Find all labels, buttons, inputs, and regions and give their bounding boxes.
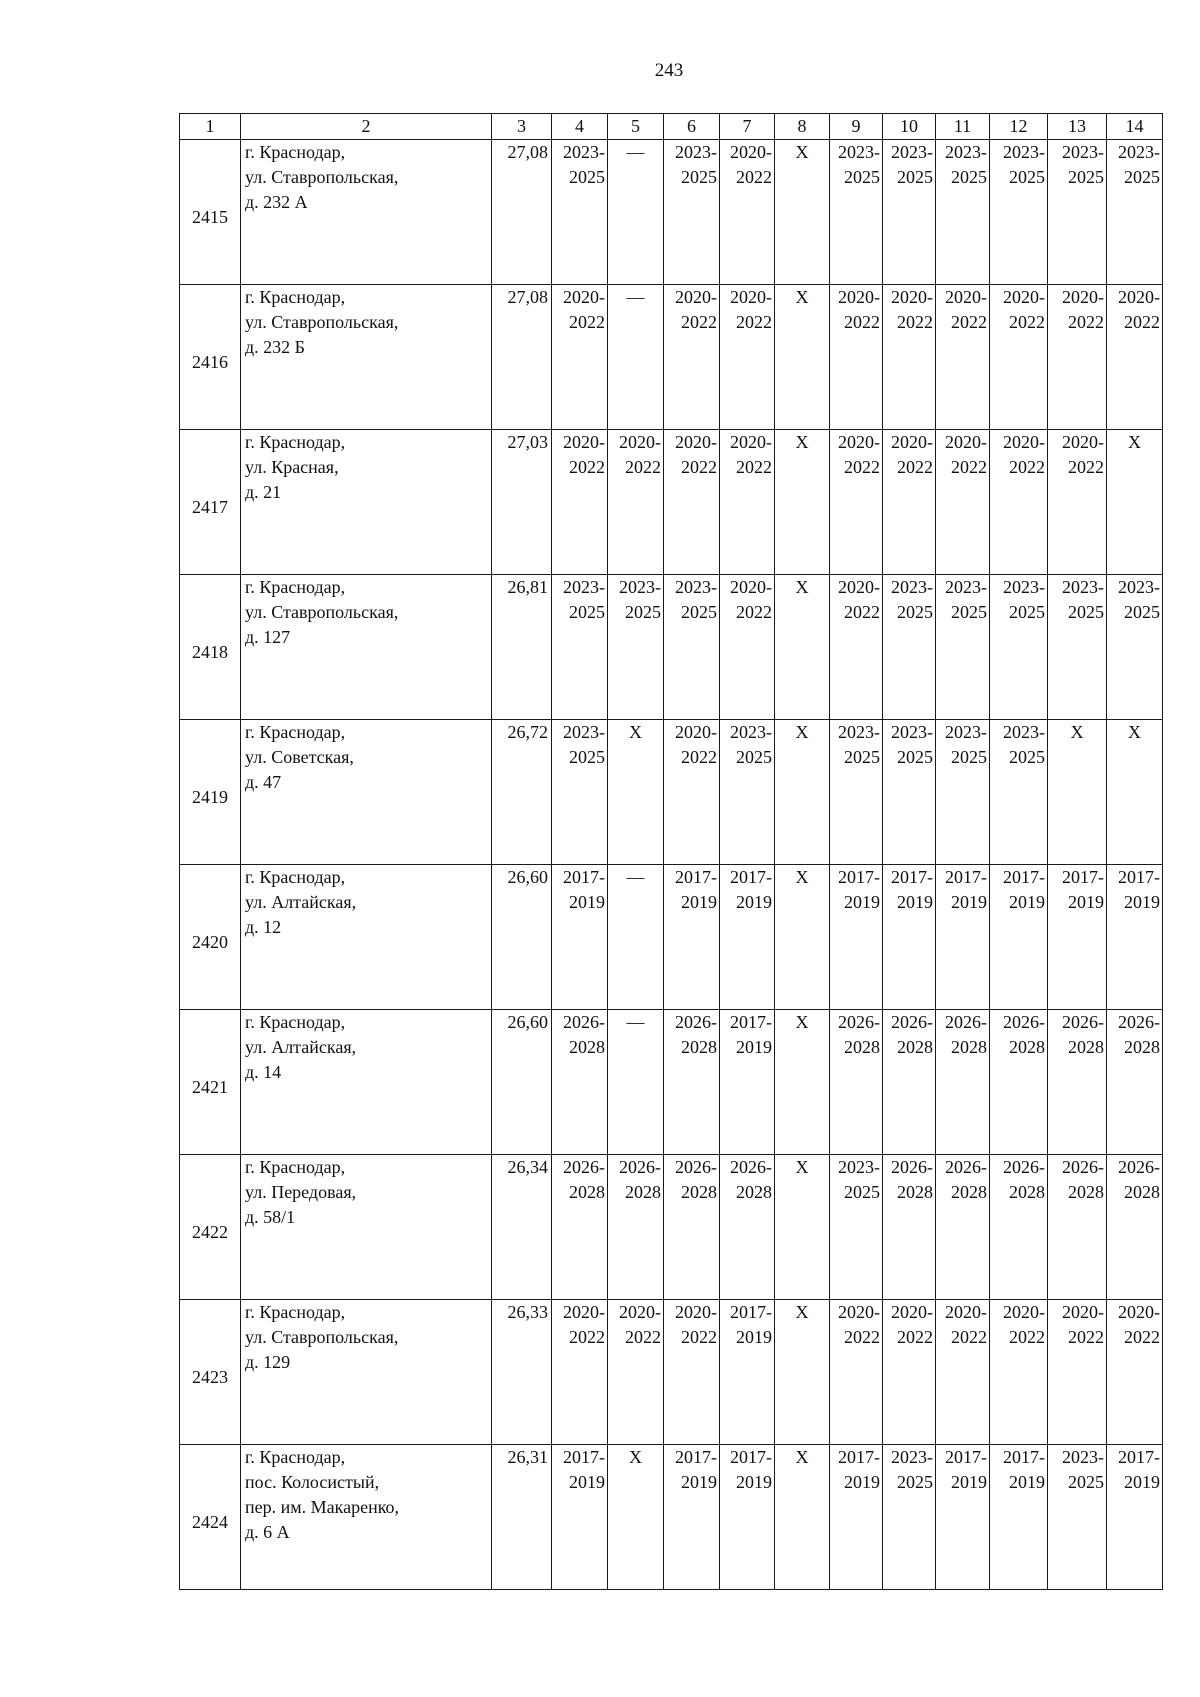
column-header: 7 <box>720 114 775 140</box>
period-cell: 2023- 2025 <box>883 140 936 285</box>
area-value: 26,81 <box>492 575 552 720</box>
area-value: 26,31 <box>492 1445 552 1590</box>
period-cell: 2020- 2022 <box>664 430 720 575</box>
period-cell: X <box>775 1010 830 1155</box>
period-cell: 2020- 2022 <box>552 1300 608 1445</box>
period-cell: 2020- 2022 <box>1048 285 1107 430</box>
table-row <box>180 575 1163 720</box>
period-cell: X <box>608 1445 664 1590</box>
row-number: 2424 <box>180 1445 241 1590</box>
period-cell: X <box>775 720 830 865</box>
period-cell: 2020- 2022 <box>720 140 775 285</box>
period-cell: X <box>1107 720 1163 865</box>
table-row <box>180 720 1163 865</box>
column-header: 3 <box>492 114 552 140</box>
period-cell: 2023- 2025 <box>1048 140 1107 285</box>
period-cell: 2020- 2022 <box>936 285 990 430</box>
period-cell: 2023- 2025 <box>830 140 883 285</box>
area-value: 27,08 <box>492 140 552 285</box>
period-cell: 2020- 2022 <box>664 285 720 430</box>
period-cell: 2020- 2022 <box>552 430 608 575</box>
period-cell: X <box>775 430 830 575</box>
period-cell: 2020- 2022 <box>830 575 883 720</box>
address-cell: г. Краснодар, ул. Передовая, д. 58/1 <box>241 1155 492 1300</box>
period-cell: 2023- 2025 <box>608 575 664 720</box>
table-row <box>180 140 1163 285</box>
page-number: 243 <box>654 60 684 81</box>
period-cell: 2026- 2028 <box>720 1155 775 1300</box>
period-cell: 2017- 2019 <box>720 865 775 1010</box>
period-cell: X <box>775 285 830 430</box>
address-cell: г. Краснодар, ул. Ставропольская, д. 129 <box>241 1300 492 1445</box>
period-cell: 2023- 2025 <box>936 720 990 865</box>
address-cell: г. Краснодар, ул. Ставропольская, д. 232 Б <box>241 285 492 430</box>
period-cell: 2020- 2022 <box>1107 1300 1163 1445</box>
period-cell: X <box>775 140 830 285</box>
row-number: 2417 <box>180 430 241 575</box>
area-value: 26,60 <box>492 1010 552 1155</box>
period-cell: 2020- 2022 <box>720 430 775 575</box>
period-cell: 2017- 2019 <box>1107 1445 1163 1590</box>
period-cell: 2020- 2022 <box>552 285 608 430</box>
period-cell: 2017- 2019 <box>883 865 936 1010</box>
period-cell: 2020- 2022 <box>1107 285 1163 430</box>
period-cell: 2026- 2028 <box>990 1010 1048 1155</box>
period-cell: 2020- 2022 <box>990 285 1048 430</box>
period-cell: 2017- 2019 <box>720 1300 775 1445</box>
period-cell: 2026- 2028 <box>1107 1155 1163 1300</box>
period-cell: 2020- 2022 <box>883 285 936 430</box>
period-cell: 2020- 2022 <box>608 430 664 575</box>
table-row <box>180 865 1163 1010</box>
period-cell: 2026- 2028 <box>883 1010 936 1155</box>
address-cell: г. Краснодар, ул. Ставропольская, д. 232 А <box>241 140 492 285</box>
period-cell: X <box>775 865 830 1010</box>
area-value: 26,34 <box>492 1155 552 1300</box>
period-cell: 2026- 2028 <box>883 1155 936 1300</box>
period-cell: 2017- 2019 <box>830 865 883 1010</box>
table-row <box>180 1155 1163 1300</box>
period-cell: 2017- 2019 <box>552 865 608 1010</box>
period-cell: 2023- 2025 <box>830 1155 883 1300</box>
period-cell: 2023- 2025 <box>552 575 608 720</box>
address-cell: г. Краснодар, ул. Красная, д. 21 <box>241 430 492 575</box>
column-header: 13 <box>1048 114 1107 140</box>
row-number: 2420 <box>180 865 241 1010</box>
period-cell: 2023- 2025 <box>552 720 608 865</box>
period-cell: 2026- 2028 <box>664 1010 720 1155</box>
area-value: 26,72 <box>492 720 552 865</box>
period-cell: 2023- 2025 <box>720 720 775 865</box>
period-cell: 2026- 2028 <box>552 1010 608 1155</box>
column-header: 4 <box>552 114 608 140</box>
period-cell: 2020- 2022 <box>1048 430 1107 575</box>
row-number: 2419 <box>180 720 241 865</box>
period-cell: X <box>1107 430 1163 575</box>
row-number: 2423 <box>180 1300 241 1445</box>
period-cell: 2017- 2019 <box>1107 865 1163 1010</box>
period-cell: 2026- 2028 <box>664 1155 720 1300</box>
period-cell: 2026- 2028 <box>552 1155 608 1300</box>
period-cell: 2017- 2019 <box>720 1445 775 1590</box>
period-cell: 2023- 2025 <box>990 575 1048 720</box>
table-row <box>180 285 1163 430</box>
row-number: 2415 <box>180 140 241 285</box>
period-cell: X <box>608 720 664 865</box>
table-body <box>180 140 1163 1590</box>
period-cell: 2020- 2022 <box>883 1300 936 1445</box>
period-cell: 2020- 2022 <box>830 1300 883 1445</box>
period-cell: 2017- 2019 <box>990 1445 1048 1590</box>
period-cell: 2020- 2022 <box>664 720 720 865</box>
column-header: 11 <box>936 114 990 140</box>
period-cell: 2023- 2025 <box>883 1445 936 1590</box>
table-row <box>180 430 1163 575</box>
column-header: 1 <box>180 114 241 140</box>
table-row <box>180 1445 1163 1590</box>
period-cell: — <box>608 1010 664 1155</box>
period-cell: 2026- 2028 <box>608 1155 664 1300</box>
address-cell: г. Краснодар, ул. Алтайская, д. 12 <box>241 865 492 1010</box>
period-cell: 2023- 2025 <box>1107 140 1163 285</box>
period-cell: 2020- 2022 <box>936 1300 990 1445</box>
column-header: 5 <box>608 114 664 140</box>
period-cell: 2023- 2025 <box>883 720 936 865</box>
address-cell: г. Краснодар, ул. Советская, д. 47 <box>241 720 492 865</box>
column-header: 10 <box>883 114 936 140</box>
period-cell: 2026- 2028 <box>936 1010 990 1155</box>
period-cell: 2026- 2028 <box>990 1155 1048 1300</box>
period-cell: 2023- 2025 <box>990 140 1048 285</box>
period-cell: X <box>775 575 830 720</box>
address-cell: г. Краснодар, ул. Алтайская, д. 14 <box>241 1010 492 1155</box>
period-cell: 2023- 2025 <box>830 720 883 865</box>
column-header: 12 <box>990 114 1048 140</box>
period-cell: 2020- 2022 <box>608 1300 664 1445</box>
period-cell: 2017- 2019 <box>830 1445 883 1590</box>
table-row <box>180 1010 1163 1155</box>
column-header: 14 <box>1107 114 1163 140</box>
period-cell: 2023- 2025 <box>883 575 936 720</box>
period-cell: 2026- 2028 <box>936 1155 990 1300</box>
period-cell: 2020- 2022 <box>990 430 1048 575</box>
row-number: 2421 <box>180 1010 241 1155</box>
period-cell: 2017- 2019 <box>664 1445 720 1590</box>
period-cell: 2020- 2022 <box>883 430 936 575</box>
column-header-row <box>180 114 1163 140</box>
period-cell: 2020- 2022 <box>664 1300 720 1445</box>
row-number: 2422 <box>180 1155 241 1300</box>
period-cell: — <box>608 865 664 1010</box>
period-cell: X <box>775 1155 830 1300</box>
area-value: 26,33 <box>492 1300 552 1445</box>
period-cell: 2017- 2019 <box>936 865 990 1010</box>
column-header: 8 <box>775 114 830 140</box>
period-cell: — <box>608 140 664 285</box>
period-cell: 2020- 2022 <box>720 575 775 720</box>
period-cell: 2020- 2022 <box>830 285 883 430</box>
table-row <box>180 1300 1163 1445</box>
period-cell: 2020- 2022 <box>990 1300 1048 1445</box>
period-cell: 2017- 2019 <box>552 1445 608 1590</box>
period-cell: X <box>775 1445 830 1590</box>
period-cell: X <box>775 1300 830 1445</box>
period-cell: 2023- 2025 <box>936 575 990 720</box>
period-cell: 2023- 2025 <box>664 140 720 285</box>
period-cell: 2017- 2019 <box>720 1010 775 1155</box>
column-header: 9 <box>830 114 883 140</box>
period-cell: 2020- 2022 <box>1048 1300 1107 1445</box>
period-cell: X <box>1048 720 1107 865</box>
period-cell: 2017- 2019 <box>990 865 1048 1010</box>
period-cell: 2023- 2025 <box>990 720 1048 865</box>
period-cell: 2023- 2025 <box>664 575 720 720</box>
period-cell: 2017- 2019 <box>664 865 720 1010</box>
area-value: 27,08 <box>492 285 552 430</box>
period-cell: 2023- 2025 <box>1107 575 1163 720</box>
period-cell: 2023- 2025 <box>1048 575 1107 720</box>
row-number: 2416 <box>180 285 241 430</box>
period-cell: 2017- 2019 <box>1048 865 1107 1010</box>
period-cell: — <box>608 285 664 430</box>
housing-registry-table <box>179 113 1163 1590</box>
period-cell: 2023- 2025 <box>552 140 608 285</box>
column-header: 6 <box>664 114 720 140</box>
period-cell: 2026- 2028 <box>830 1010 883 1155</box>
area-value: 27,03 <box>492 430 552 575</box>
column-header: 2 <box>241 114 492 140</box>
period-cell: 2026- 2028 <box>1048 1010 1107 1155</box>
period-cell: 2017- 2019 <box>936 1445 990 1590</box>
period-cell: 2026- 2028 <box>1107 1010 1163 1155</box>
period-cell: 2026- 2028 <box>1048 1155 1107 1300</box>
period-cell: 2020- 2022 <box>830 430 883 575</box>
row-number: 2418 <box>180 575 241 720</box>
address-cell: г. Краснодар, ул. Ставропольская, д. 127 <box>241 575 492 720</box>
area-value: 26,60 <box>492 865 552 1010</box>
period-cell: 2020- 2022 <box>936 430 990 575</box>
period-cell: 2023- 2025 <box>1048 1445 1107 1590</box>
period-cell: 2020- 2022 <box>720 285 775 430</box>
address-cell: г. Краснодар, пос. Колосистый, пер. им. Макаренко, д. 6 А <box>241 1445 492 1590</box>
period-cell: 2023- 2025 <box>936 140 990 285</box>
